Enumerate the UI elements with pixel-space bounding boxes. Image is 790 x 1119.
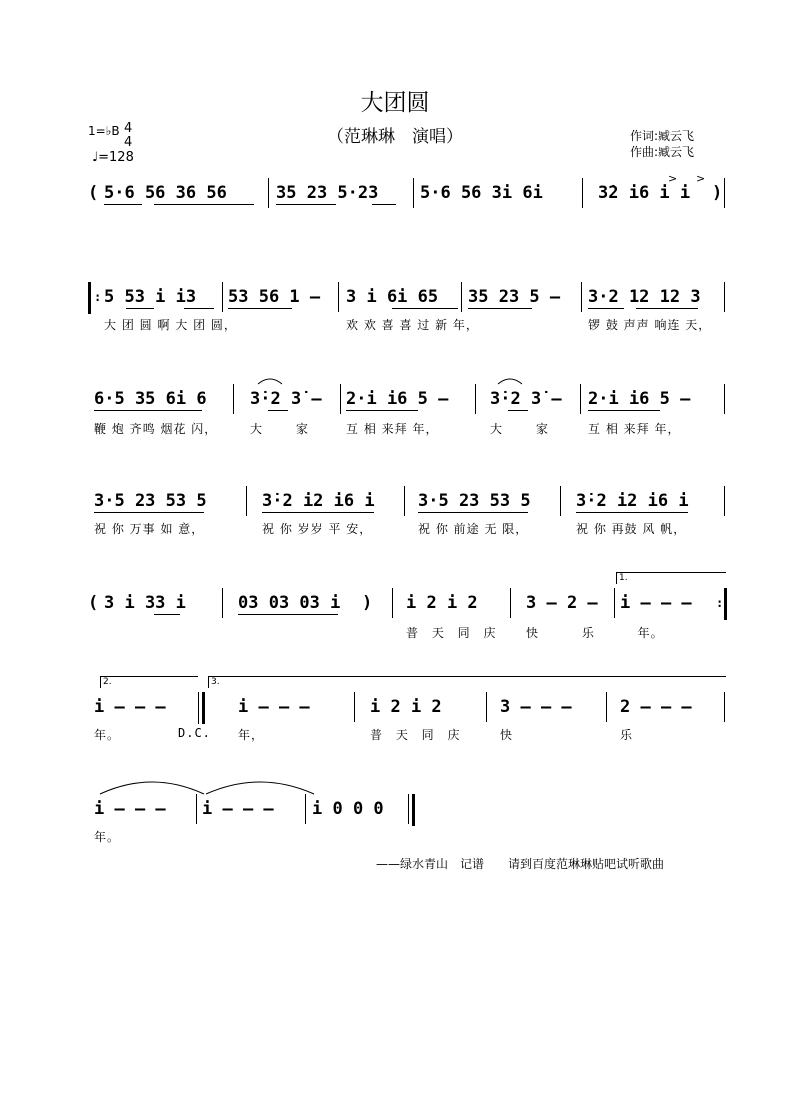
lyric-phrase: 祝 你 再鼓 风 帆， [576,522,687,536]
composer-credit: 作曲:臧云飞 [630,145,695,159]
measure: i 2 i 2 [370,697,442,717]
measure: 3 i 6i 65 [346,287,439,307]
measure: 3̇·2 3̇ – [250,389,322,409]
measure: i – – – [238,697,310,717]
paren-open: ( [88,183,99,203]
lyric-phrase: 锣 鼓 声声 响连 天， [588,318,712,332]
measure: 3 i 33 i [104,593,186,613]
measure: 03 03 03 i [238,593,341,613]
measure: 3·5 23 53 5 [418,491,531,511]
measure: 3̇2 i6 i i [598,183,691,203]
measure: 5 53 i i3 [104,287,197,307]
paren-close: ) [362,593,373,613]
measure: 2·i i6 5 – [588,389,691,409]
accent-mark: > [696,172,706,185]
lyric-phrase: 欢 欢 喜 喜 过 新 年， [346,318,479,332]
measure: 5·6 56 36 56 [104,183,227,203]
lyric-phrase: 祝 你 岁岁 平 安， [262,522,373,536]
volta-2: 2. [100,676,198,688]
measure: 3·2 12 12 3 [588,287,701,307]
lyric-phrase: 大 团 圆 啊 大 团 圆， [104,318,237,332]
measure: i – – – [94,697,166,717]
measure: 3 – 2 – [526,593,598,613]
transcriber-credit: ——绿水青山 记谱 请到百度范琳琳贴吧试听歌曲 [376,857,665,871]
time-top: 4 [124,121,133,136]
measure: 2 – – – [620,697,692,717]
measure: i 2 i 2 [406,593,478,613]
repeat-dots: : [94,290,102,304]
measure: 3̇·2 i2 i6 i [262,491,375,511]
volta-3: 3. [208,676,726,688]
lyric-phrase: 年。 [94,830,121,844]
lyric-phrase: 快 [500,728,514,742]
lyric-phrase: 祝 你 万事 如 意， [94,522,205,536]
lyricist-credit: 作词:臧云飞 [630,129,695,143]
measure: 5·6 56 3i 6i [420,183,543,203]
lyric-phrase: 鞭 炮 齐鸣 烟花 闪， [94,422,218,436]
lyric-phrase: 年。 [94,728,121,742]
lyric-phrase: 互 相 来拜 年， [346,422,439,436]
repeat-dots: : [716,596,724,610]
lyric-phrase: 快 乐 年。 [526,626,664,640]
measure: i – – – [202,799,274,819]
lyric-phrase: 祝 你 前途 无 限， [418,522,529,536]
paren-close: ) [712,183,723,203]
lyric-phrase: 乐 [620,728,634,742]
measure: 35 23 5·23 [276,183,379,203]
paren-open: ( [88,593,99,613]
key-label: 1=♭B [88,124,120,138]
lyric-phrase: 普 天 同 庆 [370,728,461,742]
measure: i – – – [94,799,166,819]
lyric-phrase: 大 家 [490,422,549,436]
tie-mark [206,782,314,794]
lyric-phrase: 互 相 来拜 年， [588,422,681,436]
performer-subtitle: （范琳琳 演唱） [327,127,463,147]
measure: i 0 0 0 [312,799,384,819]
measure: 2·i i6 5 – [346,389,449,409]
lyric-phrase: 普 天 同 庆 [406,626,497,640]
measure: 3 – – – [500,697,572,717]
volta-1: 1. [616,572,726,584]
lyric-phrase: 年， [238,728,265,742]
dc-marking: D.C. [178,726,211,740]
measure: 53 56 1 – [228,287,321,307]
slur-mark [498,379,522,384]
accent-mark: > [668,172,678,185]
measure: 35 23 5 – [468,287,561,307]
lyric-phrase: 大 家 [250,422,309,436]
measure: i – – – [620,593,692,613]
measure: 3̇·2 i2 i6 i [576,491,689,511]
time-bottom: 4 [124,135,133,150]
song-title: 大团圆 [360,90,430,116]
measure: 3̇·2 3̇ – [490,389,562,409]
slur-mark [258,379,282,384]
tempo-value: =128 [98,150,134,165]
tie-mark [100,782,204,794]
measure: 3·5 23 53 5 [94,491,207,511]
quarter-note-icon: ♩ [92,150,99,165]
measure: 6·5 35 6i 6 [94,389,207,409]
